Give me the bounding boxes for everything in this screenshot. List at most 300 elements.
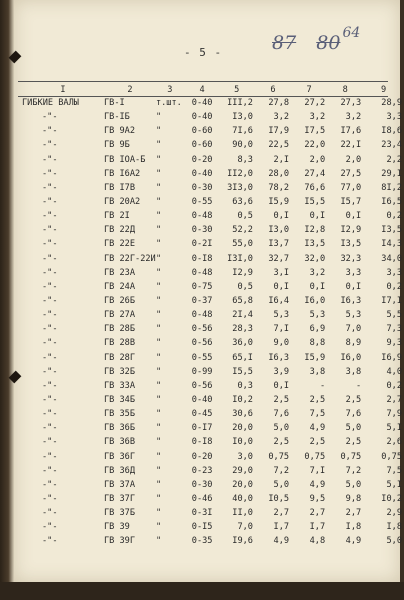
table-row [18, 365, 404, 379]
table-cell: I7,9 [268, 126, 290, 137]
table-row [18, 294, 404, 308]
table-cell: 2,I [273, 154, 290, 165]
table-cell: I6,3 [268, 352, 290, 363]
table-row [18, 266, 404, 280]
table-cell: ГВ 26Б [103, 296, 136, 307]
table-cell: ГВ 36Д [103, 465, 136, 476]
table-cell: 5,0 [273, 423, 290, 434]
table-cell: -"- [42, 494, 58, 504]
table-cell: I3,5 [381, 225, 402, 236]
table-cell: 34,0 [381, 253, 402, 264]
table-cell: 0,5 [237, 281, 253, 292]
table-cell: I6,0 [304, 296, 326, 307]
table-cell: 77,0 [340, 182, 362, 193]
table-cell: 0-48 [191, 267, 213, 278]
table-cell: 0-I8 [191, 437, 213, 448]
table-cell: I0,5 [268, 494, 290, 504]
table-cell: 2,5 [345, 437, 362, 448]
table-cell: 22,I [340, 140, 362, 151]
table-cell: " [155, 437, 162, 448]
table-cell: 5,3 [309, 310, 326, 321]
table-cell: ГВ 32Б [103, 366, 136, 377]
table-cell: " [155, 338, 162, 349]
table-cell: " [155, 479, 162, 490]
table-cell: 0,I [309, 211, 326, 222]
table-cell: " [155, 112, 162, 123]
table-cell: 2,7 [273, 508, 290, 519]
scan-edge [0, 582, 404, 600]
table-cell: " [155, 494, 162, 504]
table-cell: 0,2 [386, 211, 402, 222]
table-cell: -"- [42, 366, 58, 377]
table-row [18, 209, 404, 223]
table-cell: 7,2 [273, 465, 290, 476]
table-cell: " [155, 508, 162, 519]
table-cell: 4,9 [309, 479, 326, 490]
table-cell: I3,5 [304, 239, 326, 250]
table-cell: -"- [42, 168, 58, 179]
table-cell: ГВ 36В [103, 437, 136, 448]
table-cell: ГВ 28В [103, 338, 136, 349]
table-cell: 2,7 [345, 508, 362, 519]
table-row [18, 435, 404, 449]
table-cell: - [319, 380, 326, 391]
table-cell: -"- [42, 423, 58, 434]
table-cell: 2,2 [386, 154, 402, 165]
table-cell: ГВ 35Б [103, 409, 136, 420]
table-cell: -"- [42, 296, 58, 307]
table-cell: 0-30 [191, 225, 213, 236]
table-cell: 2I,4 [232, 310, 253, 321]
table-cell: 20,0 [232, 423, 253, 434]
table-row [18, 138, 404, 152]
table-cell: " [155, 296, 162, 307]
table-cell: 9,3 [386, 338, 402, 349]
table-cell: -"- [42, 112, 58, 123]
table-cell: I,7 [273, 522, 290, 533]
table-cell: I0,2 [381, 494, 402, 504]
table-row [18, 280, 404, 294]
table-cell: ГВ I7В [103, 182, 136, 193]
table-cell: 5,0 [273, 479, 290, 490]
table-cell: ГВ IОА-Б [103, 154, 146, 165]
table-cell: I5,9 [268, 197, 290, 208]
table-cell: 3,2 [309, 112, 326, 123]
table-cell: 63,6 [232, 197, 253, 208]
table-cell: 0-20 [191, 154, 213, 165]
table-cell: ГВ 33А [103, 380, 136, 391]
table-cell: - [356, 380, 362, 391]
table-cell: ГВ 22Е [103, 239, 136, 250]
table-cell: I9,6 [232, 536, 253, 547]
binding-strip [0, 0, 14, 600]
table-row [18, 407, 404, 421]
table-cell: I6,5 [381, 197, 402, 208]
table-cell: 0,3 [237, 380, 253, 391]
table-cell: ГВ 39Г [103, 536, 136, 547]
table-cell: 7I,6 [232, 126, 253, 137]
table-cell: " [155, 267, 162, 278]
table-row [18, 322, 404, 336]
table-cell: -"- [42, 211, 58, 222]
table-cell: 0-2I [191, 239, 213, 250]
table-cell: 5,0 [345, 479, 362, 490]
table-row [18, 393, 404, 407]
table-cell: ГВ 9Б [103, 140, 130, 151]
table-cell: 0-56 [191, 324, 213, 335]
table-cell: " [155, 281, 162, 292]
archive-number-mid: 80 [316, 32, 341, 54]
table-cell: 2,5 [273, 437, 290, 448]
table-cell: 0-20 [191, 451, 213, 462]
table-cell: 0-40 [191, 112, 213, 123]
table-cell: 65,8 [232, 296, 253, 307]
table-cell: -"- [42, 324, 58, 335]
table-cell: " [155, 395, 162, 406]
header-rule-top [18, 81, 388, 82]
table-body [18, 84, 404, 549]
table-cell: " [155, 522, 162, 533]
table-row [18, 96, 404, 110]
table-cell: 5,0 [345, 423, 362, 434]
table-cell: I2,9 [232, 267, 253, 278]
table-cell: 32,3 [340, 253, 362, 264]
table-cell: 20,0 [232, 479, 253, 490]
table-cell: " [155, 225, 162, 236]
header-cell: 8 [342, 85, 348, 95]
table-cell: 27,5 [340, 168, 362, 179]
table-row [18, 223, 404, 237]
table-cell: 2,6 [386, 437, 402, 448]
table-cell: 90,0 [232, 140, 253, 151]
table-cell: 0,I [345, 281, 362, 292]
table-cell: -"- [42, 225, 58, 236]
table-cell: -"- [42, 380, 58, 391]
table-cell: 0,75 [268, 451, 290, 462]
table-cell: 8I,2 [381, 182, 402, 193]
table-cell: " [155, 239, 162, 250]
table-cell: 0-35 [191, 536, 213, 547]
table-cell: 4,9 [309, 423, 326, 434]
table-cell: I5,7 [340, 197, 362, 208]
table-cell: 7,I [273, 324, 290, 335]
table-row [18, 464, 404, 478]
archive-number [272, 25, 364, 54]
table-cell: I6,0 [340, 352, 362, 363]
table-cell: 0-75 [191, 281, 213, 292]
table-cell: 7,0 [345, 324, 362, 335]
table-cell: 0-46 [191, 494, 213, 504]
table-cell: 28,3 [232, 324, 253, 335]
table-cell: 0-56 [191, 380, 213, 391]
table-row [18, 534, 404, 548]
header-cell: 6 [270, 85, 276, 95]
table-cell: 0,75 [304, 451, 326, 462]
table-cell: 0,I [273, 380, 290, 391]
table-cell: I6,4 [268, 296, 290, 307]
table-cell: 4,9 [273, 536, 290, 547]
table-cell: 5,I [386, 479, 402, 490]
table-cell: -"- [42, 239, 58, 250]
table-cell: " [155, 451, 162, 462]
table-cell: I0,2 [232, 395, 253, 406]
table-cell: 0-40 [191, 98, 213, 109]
table-row [18, 110, 404, 124]
table-row [18, 153, 404, 167]
table-cell: 9,8 [345, 494, 362, 504]
table-cell: 0-37 [191, 296, 213, 307]
table-cell: 30,6 [232, 409, 253, 420]
table-cell: ГВ 9А2 [103, 126, 136, 137]
table-row [18, 421, 404, 435]
table-cell: 22,0 [304, 140, 326, 151]
table-cell: -"- [42, 140, 58, 151]
table-cell: -"- [42, 253, 58, 264]
table-cell: 5,5 [386, 310, 402, 321]
table-cell: 3,2 [345, 112, 362, 123]
table-cell: 7,5 [309, 409, 326, 420]
table-cell: -"- [42, 281, 58, 292]
table-cell: " [155, 197, 162, 208]
table-cell: 29,I [381, 168, 402, 179]
table-cell: ГВ 22Г-22И [103, 253, 156, 264]
table-cell: 7,9 [386, 409, 402, 420]
table-cell: 8,9 [345, 338, 362, 349]
table-cell: 0-3I [191, 508, 213, 519]
table-row [18, 336, 404, 350]
table-row [18, 492, 404, 506]
table-cell: " [155, 352, 162, 363]
table-cell: 0-I7 [191, 423, 213, 434]
table-cell: I5,5 [232, 366, 253, 377]
table-cell: 9,5 [309, 494, 326, 504]
table-cell: 7,3 [386, 324, 402, 335]
table-row [18, 351, 404, 365]
table-cell: I4,3 [381, 239, 402, 250]
page-number: - 5 - [184, 46, 223, 59]
table-cell: 2,7 [386, 395, 402, 406]
table-cell: 28,0 [268, 168, 290, 179]
table-cell: 0,I [309, 281, 326, 292]
table-row [18, 167, 404, 181]
table-cell: 5,0 [386, 536, 402, 547]
table-cell: -"- [42, 522, 58, 533]
table-cell: I2,9 [340, 225, 362, 236]
table-cell: II,0 [232, 508, 253, 519]
table-cell: ГВ-I [103, 98, 125, 109]
table-cell: 2,5 [309, 437, 326, 448]
table-cell: -"- [42, 154, 58, 165]
table-cell: 3,I [273, 267, 290, 278]
table-cell: ГВ 34Б [103, 395, 136, 406]
table-cell: 0,75 [340, 451, 362, 462]
table-cell: ГВ 24А [103, 281, 136, 292]
table-cell: -"- [42, 182, 58, 193]
table-cell: 0,I [273, 211, 290, 222]
table-cell: " [155, 211, 162, 222]
table-cell: " [155, 536, 162, 547]
table-cell: 3,0 [237, 451, 253, 462]
table-cell: 29,0 [232, 465, 253, 476]
table-cell: 2,5 [309, 395, 326, 406]
table-cell: " [155, 154, 162, 165]
table-cell: 3,2 [273, 112, 290, 123]
table-cell: ГВ-IБ [103, 112, 130, 123]
table-cell: 0,75 [381, 451, 402, 462]
table-cell: -"- [42, 437, 58, 448]
table-cell: 0,2 [386, 281, 402, 292]
table-cell: 2,7 [309, 508, 326, 519]
table-cell: -"- [42, 338, 58, 349]
table-cell: -"- [42, 197, 58, 208]
table-cell: -"- [42, 409, 58, 420]
table-cell: I7,5 [304, 126, 326, 137]
table-cell: ГВ 20А2 [103, 197, 141, 208]
table-cell: ГВ I6А2 [103, 168, 141, 179]
table-cell: 2,9 [386, 508, 402, 519]
table-cell: ГВ 36Г [103, 451, 136, 462]
table-cell: -"- [42, 451, 58, 462]
header-cell: 4 [199, 85, 205, 95]
table-cell: ГВ 37А [103, 479, 136, 490]
table-cell: 0-40 [191, 168, 213, 179]
table-cell: " [155, 366, 162, 377]
header-cell: I [60, 85, 66, 95]
table-cell: 3,3 [386, 267, 402, 278]
table-cell: -"- [42, 352, 58, 363]
table-cell: 3,3 [345, 267, 362, 278]
table-cell: 5,3 [345, 310, 362, 321]
table-cell: 0-I8 [191, 253, 213, 264]
table-cell: 0-48 [191, 310, 213, 321]
table-cell: 0,2 [386, 380, 402, 391]
table-cell: 0-30 [191, 479, 213, 490]
table-cell: 2,0 [309, 154, 326, 165]
table-cell: 0,I [345, 211, 362, 222]
header-cell: 3 [167, 85, 173, 95]
table-cell: " [155, 253, 162, 264]
table-cell: 27,8 [268, 98, 290, 109]
table-cell: -"- [42, 479, 58, 490]
table-cell: 0-23 [191, 465, 213, 476]
table-cell: 2,5 [345, 395, 362, 406]
table-cell: 23,4 [381, 140, 402, 151]
table-cell: ГВ 36Б [103, 423, 136, 434]
table-cell: I0,0 [232, 437, 253, 448]
table-row [18, 195, 404, 209]
table-cell: 0-60 [191, 140, 213, 151]
table-row [18, 379, 404, 393]
table-cell: ГВ 37Г [103, 494, 136, 504]
table-cell: ГИБКИЕ ВАЛЫ [22, 98, 79, 109]
table-cell: I6,9 [381, 352, 402, 363]
table-cell: ГВ 23А [103, 267, 136, 278]
table-cell: ГВ 39 [103, 522, 130, 533]
table-cell: I7,6 [340, 126, 362, 137]
archive-number-old: 87 [272, 32, 297, 54]
table-cell: II2,0 [227, 168, 253, 179]
table-row [18, 308, 404, 322]
table-cell: I5,5 [304, 197, 326, 208]
table-cell: 0-40 [191, 395, 213, 406]
table-cell: " [155, 168, 162, 179]
table-cell: " [155, 465, 162, 476]
table-cell: -"- [42, 508, 58, 519]
table-cell: " [155, 409, 162, 420]
table-cell: 36,0 [232, 338, 253, 349]
table-cell: I8,6 [381, 126, 402, 137]
table-cell: 78,2 [268, 182, 290, 193]
table-row [18, 450, 404, 464]
table-cell: 6,9 [309, 324, 326, 335]
table-cell: III,2 [227, 98, 253, 109]
table-cell: " [155, 310, 162, 321]
table-cell: I6,3 [340, 296, 362, 307]
table-cell: 8,3 [237, 154, 253, 165]
table-cell: 8,8 [309, 338, 326, 349]
table-cell: I,7 [309, 522, 326, 533]
table-row [18, 478, 404, 492]
table-cell: I,8 [386, 522, 402, 533]
table-cell: 27,4 [304, 168, 326, 179]
table-cell: -"- [42, 536, 58, 547]
table-cell: 27,2 [304, 98, 326, 109]
header-cell: 9 [381, 85, 387, 95]
table-cell: т.шт. [155, 98, 182, 109]
table-cell: 0-99 [191, 366, 213, 377]
table-cell: 3,9 [273, 366, 290, 377]
table-cell: 3I3,0 [227, 182, 253, 193]
table-cell: 3,8 [345, 366, 362, 377]
table-row [18, 181, 404, 195]
table-cell: 0-30 [191, 182, 213, 193]
table-cell: ГВ 22Д [103, 225, 136, 236]
table-cell: 0-60 [191, 126, 213, 137]
table-row [18, 124, 404, 138]
table-row [18, 237, 404, 251]
header-row [18, 84, 404, 96]
table-cell: I7,I [381, 296, 402, 307]
table-cell: I3,7 [268, 239, 290, 250]
table-cell: 3,3 [386, 112, 402, 123]
table-cell: -"- [42, 310, 58, 321]
table-cell: 5,3 [273, 310, 290, 321]
table-cell: ГВ 28Б [103, 324, 136, 335]
table-cell: I,8 [345, 522, 362, 533]
table-cell: 22,5 [268, 140, 290, 151]
table-cell: 55,0 [232, 239, 253, 250]
table-cell: 7,6 [345, 409, 362, 420]
table-cell: -"- [42, 267, 58, 278]
table-cell: 7,6 [273, 409, 290, 420]
table-cell: 3,8 [309, 366, 326, 377]
table-cell: 32,0 [304, 253, 326, 264]
table-cell: " [155, 140, 162, 151]
table-cell: 9,0 [273, 338, 290, 349]
table-cell: 0-56 [191, 338, 213, 349]
table-cell: 4,0 [386, 366, 402, 377]
table-cell: 0,I [273, 281, 290, 292]
table-cell: 7,2 [345, 465, 362, 476]
table-cell: 32,7 [268, 253, 290, 264]
table-cell: 0-55 [191, 197, 213, 208]
table-cell: " [155, 182, 162, 193]
table-cell: " [155, 380, 162, 391]
table-cell: 5,I [386, 423, 402, 434]
table-row [18, 506, 404, 520]
table-cell: I3,0 [268, 225, 290, 236]
table-cell: " [155, 126, 162, 137]
